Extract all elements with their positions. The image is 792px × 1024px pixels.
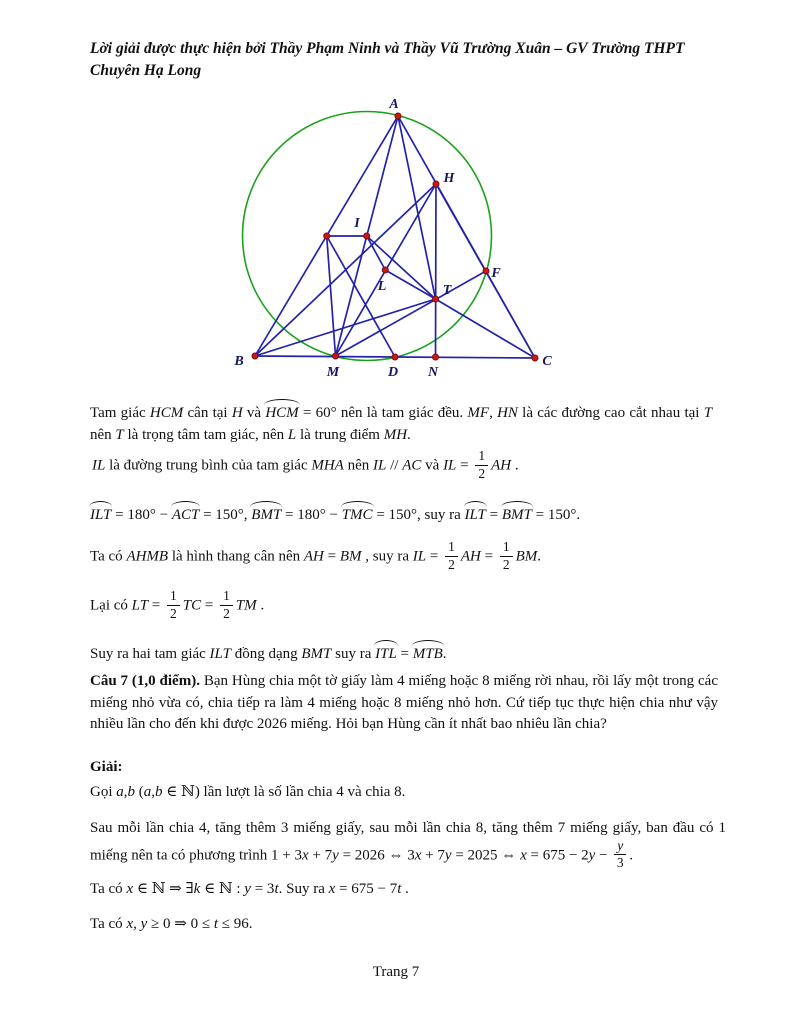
math-var: TM bbox=[235, 597, 257, 614]
point-D bbox=[392, 354, 398, 360]
point-F bbox=[483, 268, 489, 274]
math-var: H bbox=[231, 405, 243, 421]
segment-A-T bbox=[398, 116, 436, 299]
math-var: T bbox=[115, 426, 124, 443]
point-P bbox=[324, 233, 330, 239]
angle-arc-notation: ACT bbox=[172, 501, 200, 527]
math-var: AH bbox=[303, 548, 324, 565]
math-var: a bbox=[143, 784, 152, 800]
math-var: y bbox=[444, 847, 452, 864]
point-L bbox=[382, 267, 388, 273]
page-number: Trang 7 bbox=[372, 964, 420, 980]
fraction: $\frac{1}{2}$ bbox=[475, 449, 488, 481]
solution-paragraph-1: Tam giác HCM cân tại H và HCM = 60° nên là tam giác đều. MF, HN là các đường cao cắt nhau tại T nên T là trọng tâm tam giác, nên L là trung điểm MH. bbox=[90, 399, 712, 446]
point-I bbox=[364, 233, 370, 239]
label-M: M bbox=[326, 365, 340, 380]
math-var: y bbox=[244, 881, 251, 897]
solution-paragraph-3: ILT = 180° − ACT = 150°, BMT = 180° − TMC = 150°, suy ra ILT = BMT = 150°. bbox=[90, 501, 730, 527]
math-var: MF bbox=[467, 405, 490, 421]
math-var: x bbox=[328, 881, 336, 897]
segment-L-T bbox=[385, 270, 435, 299]
math-var: t bbox=[274, 881, 279, 897]
math-var: y bbox=[332, 847, 339, 864]
solution-paragraph-10: Ta có x, y ≥ 0 ⇒ 0 ≤ t ≤ 96. bbox=[90, 916, 253, 932]
math-var: LT bbox=[131, 597, 149, 614]
math-var: t bbox=[397, 881, 402, 897]
math-var: IL bbox=[373, 457, 387, 474]
angle-arc-notation: HCM bbox=[265, 399, 298, 425]
math-var: AH bbox=[491, 457, 512, 474]
bold-text: Câu 7 (1,0 điểm). bbox=[90, 673, 200, 689]
math-var: TC bbox=[182, 597, 202, 614]
math-var: x bbox=[302, 847, 309, 864]
point-T bbox=[433, 296, 439, 302]
point-M bbox=[333, 353, 339, 359]
math-var: x bbox=[126, 916, 134, 932]
math-var: HN bbox=[497, 405, 518, 421]
fraction: $\frac{1}{2}$ bbox=[220, 589, 233, 621]
math-var: t bbox=[213, 916, 218, 932]
segment-P-D bbox=[327, 236, 395, 357]
fraction: $\frac{1}{2}$ bbox=[167, 589, 180, 621]
math-var: BM bbox=[339, 548, 362, 565]
fraction: $\frac{y}{3}$ bbox=[614, 839, 626, 871]
angle-arc-notation: MTB bbox=[413, 640, 443, 666]
angle-arc-notation: BMT bbox=[251, 501, 281, 527]
solution-paragraph-9: Ta có x ∈ ℕ ⇒ ∃k ∈ ℕ : y = 3t. Suy ra x = 675 − 7t . bbox=[90, 881, 409, 897]
math-var: AH bbox=[460, 548, 481, 565]
segment-P-M bbox=[327, 236, 336, 356]
bold-text: Giải: bbox=[90, 759, 123, 775]
solution-paragraph-8: Sau mỗi lần chia 4, tăng thêm 3 miếng giấy, sau mỗi lần chia 8, tăng thêm 7 miếng giấy, ban đầu có 1 miếng nên ta có phương trình 1 + 3x + 7y = 2026 ⇔ 3x + 7y = 2025 ⇔ x = 675 − 2y − $\frac{y}{3}$ . bbox=[90, 820, 726, 871]
label-C: C bbox=[542, 354, 552, 369]
angle-arc-notation: ITL bbox=[375, 640, 397, 666]
math-var: MHA bbox=[311, 457, 344, 474]
math-var: x bbox=[126, 881, 134, 897]
angle-arc-notation: ILT bbox=[465, 501, 486, 527]
angle-arc-notation: ILT bbox=[90, 501, 111, 527]
math-var: b bbox=[127, 784, 135, 800]
math-var: x bbox=[414, 847, 422, 864]
label-N: N bbox=[427, 365, 439, 380]
math-var: x bbox=[520, 847, 527, 864]
solution-paragraph-4: Ta có AHMB là hình thang cân nên AH = BM , suy ra IL = $\frac{1}{2}$ AH = $\frac{1}{2}$ BM. bbox=[90, 539, 541, 572]
header-credit: Lời giải được thực hiện bởi Thầy Phạm Ninh và Thầy Vũ Trường Xuân – GV Trường THPT Chuyên Hạ Long bbox=[90, 40, 685, 79]
fraction: $\frac{1}{2}$ bbox=[500, 540, 513, 572]
math-var: y bbox=[140, 916, 148, 932]
math-var: a bbox=[116, 784, 124, 800]
math-var: ILT bbox=[209, 646, 231, 662]
math-var: HCM bbox=[149, 405, 184, 421]
angle-arc-notation: TMC bbox=[342, 501, 373, 527]
math-var: AC bbox=[402, 457, 422, 474]
label-B: B bbox=[234, 354, 244, 369]
segment-H-N bbox=[436, 184, 437, 357]
math-var: BMT bbox=[301, 646, 332, 662]
solution-paragraph-6: Suy ra hai tam giác ILT đồng dạng BMT suy ra ITL = MTB. bbox=[90, 640, 730, 666]
point-N bbox=[433, 354, 439, 360]
problem-statement-cau7: Câu 7 (1,0 điểm). Bạn Hùng chia một tờ giấy làm 4 miếng hoặc 8 miếng rời nhau, rồi lấy một trong các miếng nhỏ vừa có, chia tiếp ra làm 4 miếng hoặc 8 miếng nhỏ hơn. Cứ tiếp tục thực hiện chia như vậy nhiều lần cho đến khi được 2026 miếng. Hỏi bạn Hùng cần ít nhất bao nhiêu lần chia? bbox=[90, 673, 719, 732]
geometry-figure bbox=[212, 88, 568, 388]
point-A bbox=[395, 113, 401, 119]
solution-heading-giai bbox=[90, 757, 718, 779]
solution-paragraph-5: Lại có LT = $\frac{1}{2}$ TC = $\frac{1}{2}$ TM . bbox=[90, 588, 265, 621]
label-D: D bbox=[387, 365, 399, 380]
label-I: I bbox=[354, 216, 360, 231]
math-var: y bbox=[588, 847, 596, 864]
math-var: AHMB bbox=[126, 548, 169, 565]
math-var: L bbox=[287, 426, 297, 443]
label-L: L bbox=[377, 279, 387, 294]
math-var: k bbox=[193, 881, 201, 897]
solution-paragraph-2: IL là đường trung bình của tam giác MHA nên IL // AC và IL = $\frac{1}{2}$ AH . bbox=[92, 448, 519, 481]
math-var: IL bbox=[92, 457, 106, 474]
math-var: T bbox=[703, 405, 713, 421]
label-H: H bbox=[443, 171, 455, 186]
math-var: BM bbox=[515, 548, 538, 565]
math-var: MH bbox=[383, 426, 408, 443]
point-H bbox=[433, 181, 439, 187]
point-B bbox=[252, 353, 258, 359]
fraction: $\frac{1}{2}$ bbox=[445, 540, 458, 572]
math-var: b bbox=[155, 784, 163, 800]
solution-paragraph-7: Gọi a,b (a,b ∈ ℕ) lần lượt là số lần chia 4 và chia 8. bbox=[90, 784, 406, 800]
math-var: IL bbox=[443, 457, 457, 474]
point-C bbox=[532, 355, 538, 361]
label-T: T bbox=[442, 283, 452, 298]
label-F: F bbox=[491, 266, 501, 281]
label-A: A bbox=[389, 97, 399, 112]
angle-arc-notation: BMT bbox=[502, 501, 532, 527]
math-var: IL bbox=[412, 548, 427, 565]
